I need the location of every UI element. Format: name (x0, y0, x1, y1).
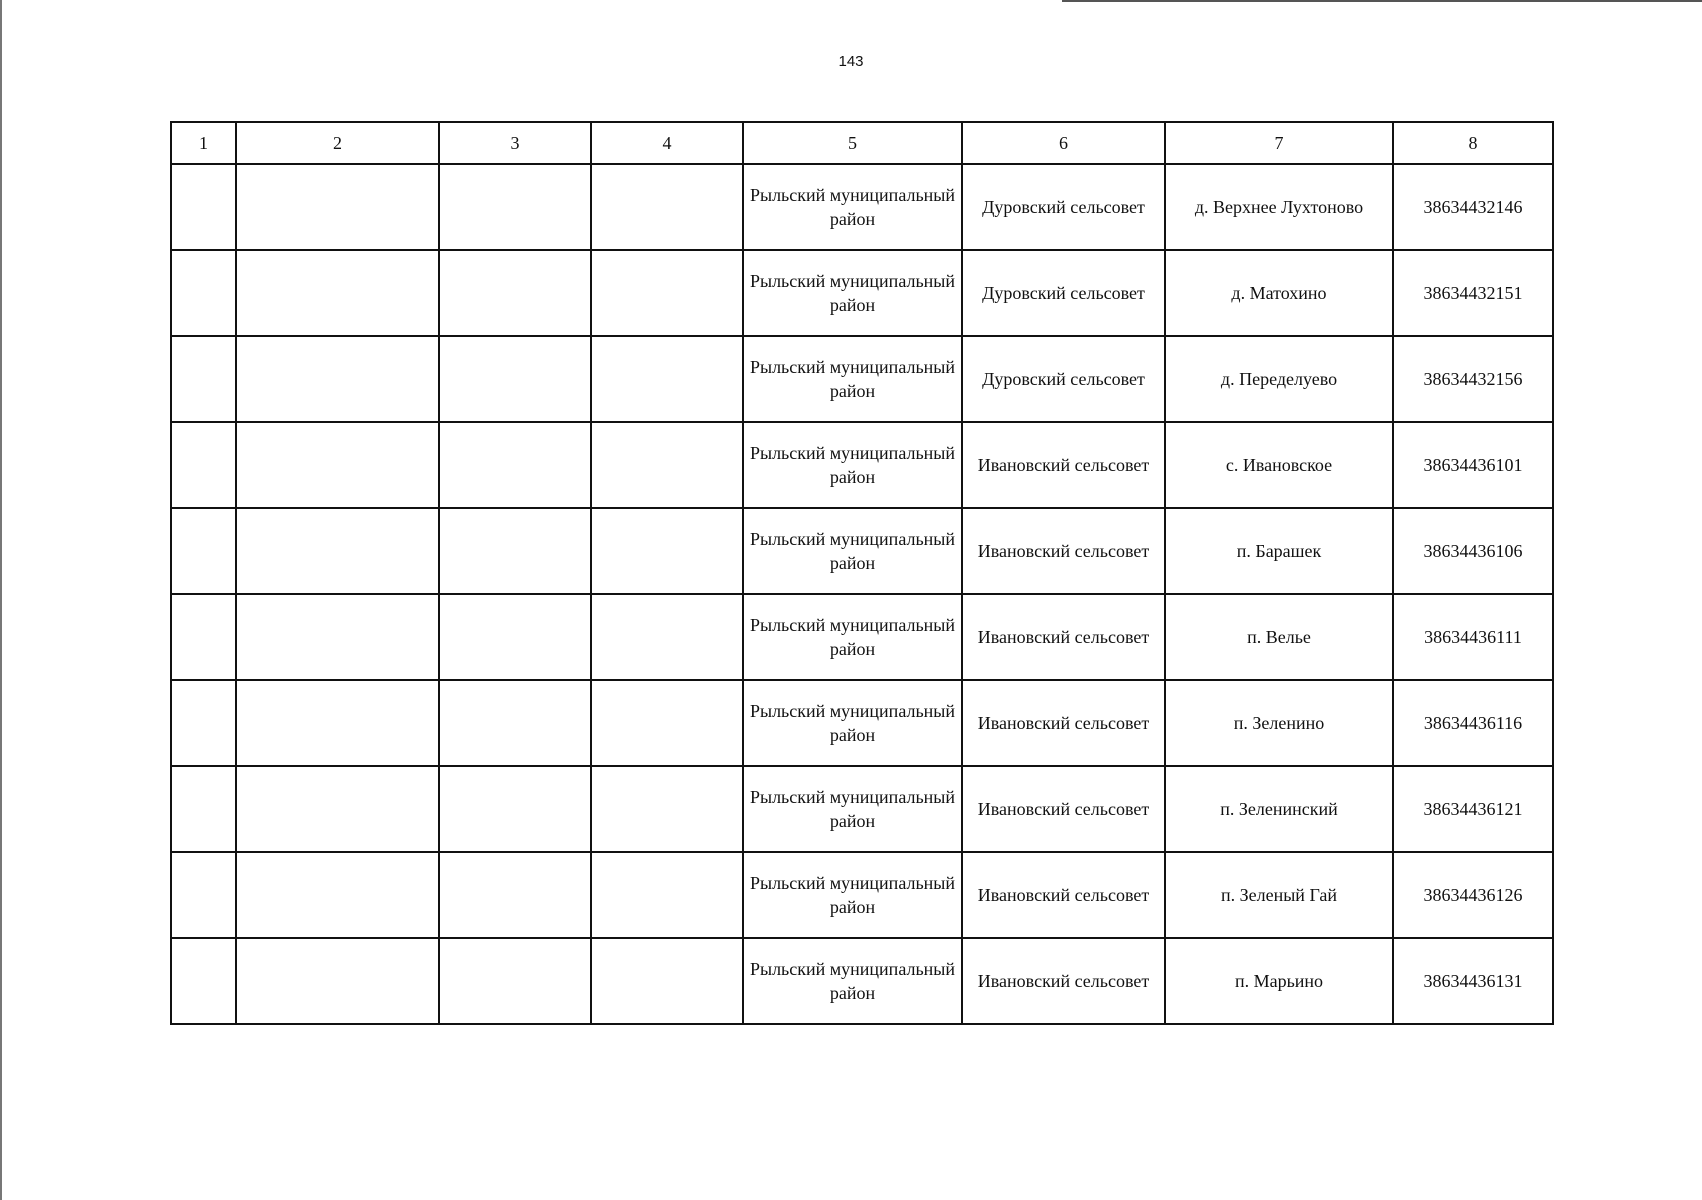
table-row (171, 852, 1553, 938)
scan-edge-top (1062, 0, 1702, 2)
cell-col-4 (591, 422, 743, 508)
cell-col-4 (591, 852, 743, 938)
table-row (171, 164, 1553, 250)
cell-council: Дуровский сельсовет (962, 336, 1165, 422)
cell-district: Рыльский муниципальный район (743, 422, 962, 508)
table-row (171, 680, 1553, 766)
cell-council: Ивановский сельсовет (962, 680, 1165, 766)
cell-col-2 (236, 164, 439, 250)
cell-district: Рыльский муниципальный район (743, 852, 962, 938)
cell-district: Рыльский муниципальный район (743, 766, 962, 852)
table-row (171, 766, 1553, 852)
column-header: 5 (743, 122, 962, 164)
cell-col-1 (171, 250, 236, 336)
table-row (171, 508, 1553, 594)
column-header: 3 (439, 122, 591, 164)
cell-col-3 (439, 594, 591, 680)
table-row (171, 594, 1553, 680)
cell-col-2 (236, 852, 439, 938)
cell-col-4 (591, 766, 743, 852)
cell-col-4 (591, 508, 743, 594)
cell-col-1 (171, 594, 236, 680)
column-header: 8 (1393, 122, 1553, 164)
cell-settlement: п. Зеленино (1165, 680, 1393, 766)
cell-council: Ивановский сельсовет (962, 594, 1165, 680)
cell-col-2 (236, 594, 439, 680)
cell-code: 38634436101 (1393, 422, 1553, 508)
cell-col-3 (439, 938, 591, 1024)
cell-code: 38634432146 (1393, 164, 1553, 250)
cell-col-1 (171, 164, 236, 250)
cell-settlement: д. Верхнее Лухтоново (1165, 164, 1393, 250)
cell-col-2 (236, 250, 439, 336)
cell-settlement: с. Ивановское (1165, 422, 1393, 508)
cell-code: 38634436131 (1393, 938, 1553, 1024)
cell-district: Рыльский муниципальный район (743, 164, 962, 250)
column-header: 7 (1165, 122, 1393, 164)
column-header: 4 (591, 122, 743, 164)
cell-code: 38634436116 (1393, 680, 1553, 766)
cell-col-4 (591, 680, 743, 766)
cell-settlement: п. Зеленый Гай (1165, 852, 1393, 938)
cell-col-2 (236, 938, 439, 1024)
cell-col-3 (439, 508, 591, 594)
table-row (171, 422, 1553, 508)
cell-code: 38634436106 (1393, 508, 1553, 594)
column-header: 1 (171, 122, 236, 164)
cell-col-1 (171, 336, 236, 422)
table-header-row (171, 122, 1553, 164)
cell-col-3 (439, 336, 591, 422)
cell-council: Дуровский сельсовет (962, 164, 1165, 250)
cell-col-1 (171, 422, 236, 508)
cell-col-2 (236, 508, 439, 594)
cell-council: Ивановский сельсовет (962, 766, 1165, 852)
cell-col-4 (591, 594, 743, 680)
settlements-table (170, 121, 1554, 1025)
cell-col-3 (439, 164, 591, 250)
cell-col-3 (439, 852, 591, 938)
cell-settlement: п. Марьино (1165, 938, 1393, 1024)
cell-council: Ивановский сельсовет (962, 422, 1165, 508)
table-row (171, 938, 1553, 1024)
cell-col-3 (439, 766, 591, 852)
page-number: 143 (838, 53, 864, 70)
cell-council: Дуровский сельсовет (962, 250, 1165, 336)
cell-col-2 (236, 422, 439, 508)
cell-district: Рыльский муниципальный район (743, 336, 962, 422)
cell-district: Рыльский муниципальный район (743, 938, 962, 1024)
cell-col-1 (171, 766, 236, 852)
table-row (171, 250, 1553, 336)
cell-col-1 (171, 508, 236, 594)
cell-col-2 (236, 680, 439, 766)
cell-settlement: д. Переделуево (1165, 336, 1393, 422)
cell-col-1 (171, 680, 236, 766)
cell-col-4 (591, 164, 743, 250)
cell-col-4 (591, 250, 743, 336)
cell-col-4 (591, 938, 743, 1024)
cell-council: Ивановский сельсовет (962, 938, 1165, 1024)
cell-district: Рыльский муниципальный район (743, 594, 962, 680)
cell-district: Рыльский муниципальный район (743, 680, 962, 766)
table-row (171, 336, 1553, 422)
cell-col-3 (439, 250, 591, 336)
cell-col-3 (439, 680, 591, 766)
column-header: 6 (962, 122, 1165, 164)
cell-code: 38634432151 (1393, 250, 1553, 336)
cell-district: Рыльский муниципальный район (743, 250, 962, 336)
cell-code: 38634436121 (1393, 766, 1553, 852)
cell-settlement: д. Матохино (1165, 250, 1393, 336)
cell-district: Рыльский муниципальный район (743, 508, 962, 594)
scan-edge-left (0, 0, 2, 1200)
cell-col-3 (439, 422, 591, 508)
cell-code: 38634432156 (1393, 336, 1553, 422)
cell-col-4 (591, 336, 743, 422)
cell-col-2 (236, 336, 439, 422)
cell-col-1 (171, 852, 236, 938)
cell-council: Ивановский сельсовет (962, 852, 1165, 938)
cell-settlement: п. Зеленинский (1165, 766, 1393, 852)
cell-col-1 (171, 938, 236, 1024)
cell-col-2 (236, 766, 439, 852)
cell-settlement: п. Барашек (1165, 508, 1393, 594)
cell-settlement: п. Велье (1165, 594, 1393, 680)
cell-code: 38634436111 (1393, 594, 1553, 680)
column-header: 2 (236, 122, 439, 164)
cell-code: 38634436126 (1393, 852, 1553, 938)
cell-council: Ивановский сельсовет (962, 508, 1165, 594)
